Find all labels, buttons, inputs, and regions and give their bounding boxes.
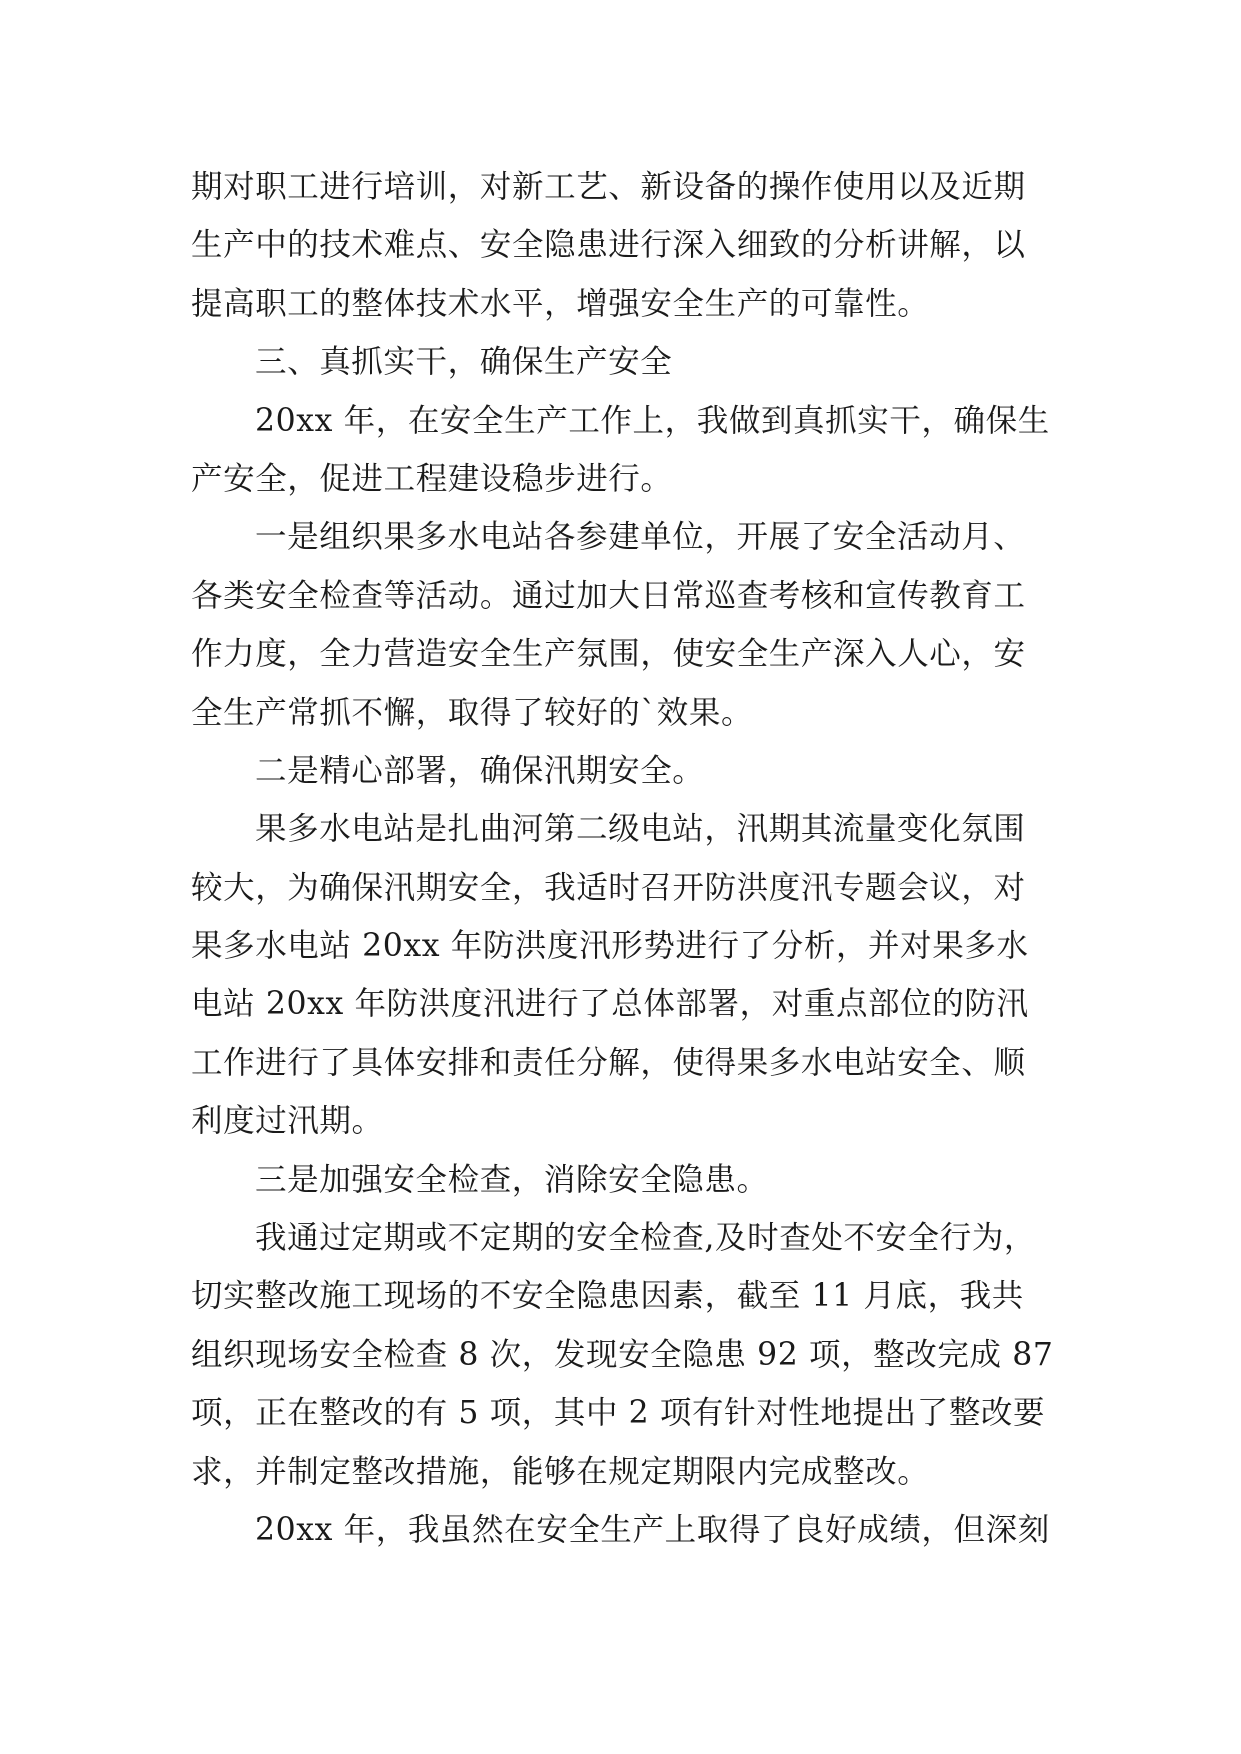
text-line: 果多水电站 20xx 年防洪度汛形势进行了分析，并对果多水	[191, 928, 1029, 965]
text-line: 产安全，促进工程建设稳步进行。	[191, 460, 673, 497]
text-line: 较大，为确保汛期安全，我适时召开防洪度汛专题会议，对	[191, 869, 1026, 906]
text-line: 电站 20xx 年防洪度汛进行了总体部署，对重点部位的防汛	[191, 986, 1029, 1023]
text-line: 20xx 年，在安全生产工作上，我做到真抓实干，确保生	[255, 402, 1050, 439]
text-line: 提高职工的整体技术水平，增强安全生产的可靠性。	[191, 285, 930, 322]
text-line: 组织现场安全检查 8 次，发现安全隐患 92 项，整改完成 87	[191, 1336, 1054, 1373]
text-line: 果多水电站是扎曲河第二级电站，汛期其流量变化氛围	[255, 811, 1026, 848]
text-line: 全生产常抓不懈，取得了较好的`效果。	[191, 694, 754, 731]
text-line: 二是精心部署，确保汛期安全。	[255, 752, 705, 789]
text-line: 20xx 年，我虽然在安全生产上取得了良好成绩，但深刻	[255, 1511, 1050, 1548]
text-line: 一是组织果多水电站各参建单位，开展了安全活动月、	[255, 519, 1026, 556]
text-line: 作力度，全力营造安全生产氛围，使安全生产深入人心，安	[191, 636, 1026, 673]
text-line: 利度过汛期。	[191, 1103, 384, 1140]
text-line: 我通过定期或不定期的安全检查,及时查处不安全行为，	[255, 1220, 1037, 1257]
document-body	[191, 158, 1071, 1559]
text-line: 生产中的技术难点、安全隐患进行深入细致的分析讲解，以	[191, 227, 1026, 264]
text-line: 期对职工进行培训，对新工艺、新设备的操作使用以及近期	[191, 169, 1026, 205]
text-line: 各类安全检查等活动。通过加大日常巡查考核和宣传教育工	[191, 577, 1026, 614]
text-line: 求，并制定整改措施，能够在规定期限内完成整改。	[191, 1453, 930, 1490]
section-heading: 三、真抓实干，确保生产安全	[255, 344, 673, 381]
text-line: 三是加强安全检查，消除安全隐患。	[255, 1161, 769, 1198]
text-line: 切实整改施工现场的不安全隐患因素，截至 11 月底，我共	[191, 1278, 1024, 1315]
text-line: 项，正在整改的有 5 项，其中 2 项有针对性地提出了整改要	[191, 1395, 1046, 1432]
text-line: 工作进行了具体安排和责任分解，使得果多水电站安全、顺	[191, 1044, 1026, 1081]
